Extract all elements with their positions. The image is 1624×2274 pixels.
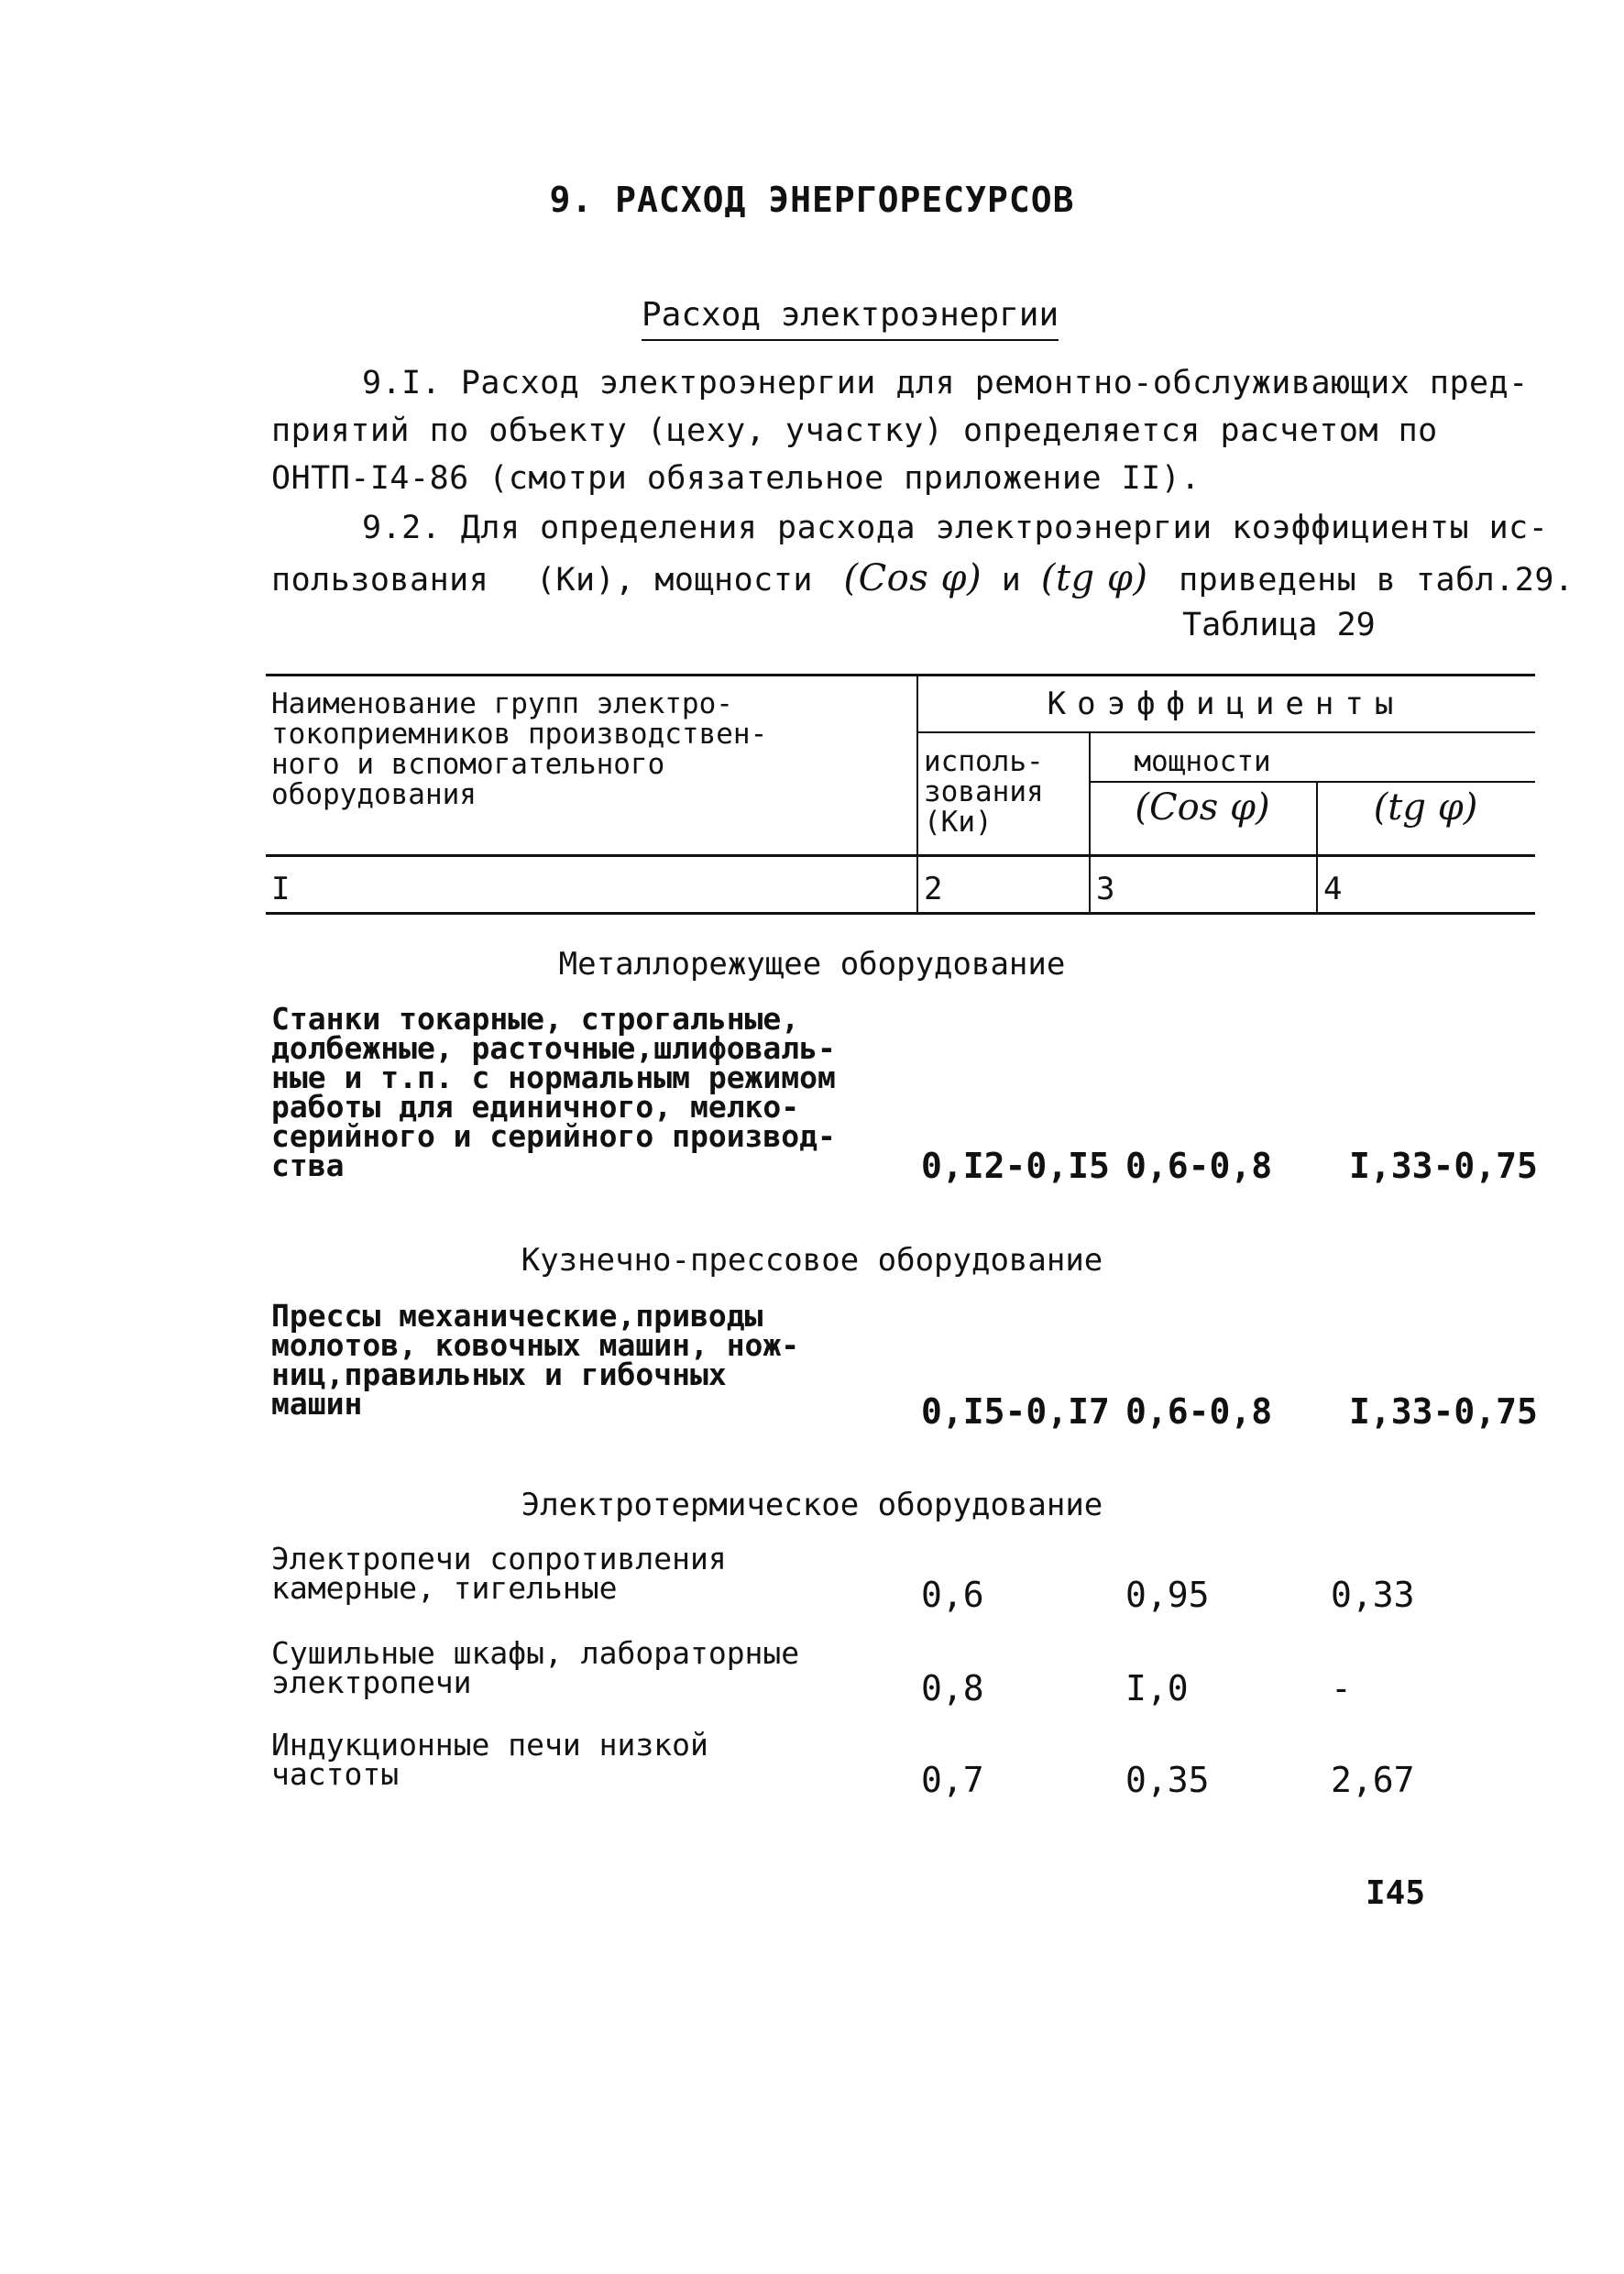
subsection-title: Расход электроэнергии bbox=[642, 296, 1059, 341]
row-presses-ki: 0,I5-0,I7 bbox=[921, 1391, 1110, 1432]
column-number-2: 2 bbox=[924, 871, 943, 907]
paragraph-9-2-line-1: 9.2. Для определения расхода электроэнергии коэффициенты ис- bbox=[362, 510, 1549, 546]
and-word: и bbox=[1001, 562, 1022, 599]
page-number: I45 bbox=[1366, 1874, 1426, 1912]
row-drying-cabinets-name: Сушильные шкафы, лабораторные электропечи bbox=[271, 1635, 800, 1700]
paragraph-9-1-line-3: ОНТП-I4-86 (смотри обязательное приложение II). bbox=[271, 460, 1201, 497]
cos-phi-symbol: (Cos φ) bbox=[843, 557, 982, 599]
row-resistance-furnaces-ki: 0,6 bbox=[921, 1575, 984, 1615]
header-usage: исполь- зования (Ки) bbox=[924, 745, 1044, 839]
paragraph-9-2-line-2 bbox=[271, 557, 1575, 599]
row-presses-name: Прессы механические,приводы молотов, ковочных машин, нож- ниц,правильных и гибочных машин bbox=[271, 1298, 800, 1422]
ki-symbol: (Ки), bbox=[535, 562, 635, 599]
row-induction-furnaces-ki: 0,7 bbox=[921, 1760, 984, 1800]
row-resistance-furnaces-cos: 0,95 bbox=[1125, 1575, 1210, 1615]
row-drying-cabinets-cos: I,0 bbox=[1125, 1668, 1189, 1708]
row-lathes-ki: 0,I2-0,I5 bbox=[921, 1146, 1110, 1186]
row-induction-furnaces-cos: 0,35 bbox=[1125, 1760, 1210, 1800]
header-group-name: Наименование групп электро- токоприемников производствен- ного и вспомогательного оборудования bbox=[271, 687, 768, 811]
row-resistance-furnaces-name: Электропечи сопротивления камерные, тигельные bbox=[271, 1541, 727, 1606]
row-lathes-name: Станки токарные, строгальные, долбежные, расточные,шлифоваль- ные и т.п. с нормальным режимом работы для единичного, мелко- серийного и серийного производ- ства bbox=[271, 1001, 836, 1183]
table-top-rule bbox=[266, 674, 1535, 676]
row-lathes-cos: 0,6-0,8 bbox=[1125, 1146, 1273, 1186]
row-induction-furnaces-tg: 2,67 bbox=[1331, 1760, 1415, 1800]
section-forging-press: Кузнечно-прессовое оборудование bbox=[521, 1242, 1103, 1279]
header-cos-phi: (Cos φ) bbox=[1135, 786, 1270, 829]
coefficients-underline bbox=[916, 731, 1535, 733]
row-resistance-furnaces-tg: 0,33 bbox=[1331, 1575, 1415, 1615]
given-in-table-text: приведены в табл.29. bbox=[1179, 562, 1575, 599]
row-drying-cabinets-ki: 0,8 bbox=[921, 1668, 984, 1708]
tg-phi-symbol: (tg φ) bbox=[1040, 557, 1148, 599]
section-title: 9. РАСХОД ЭНЕРГОРЕСУРСОВ bbox=[549, 180, 1075, 220]
column-number-4: 4 bbox=[1323, 871, 1343, 907]
header-bottom-rule bbox=[266, 854, 1535, 857]
table-caption: Таблица 29 bbox=[1182, 607, 1376, 643]
row-drying-cabinets-tg: - bbox=[1331, 1668, 1352, 1708]
row-presses-cos: 0,6-0,8 bbox=[1125, 1391, 1273, 1432]
column-numbers-bottom-rule bbox=[266, 912, 1535, 915]
row-presses-tg: I,33-0,75 bbox=[1349, 1391, 1538, 1432]
section-electrothermal: Электротермическое оборудование bbox=[521, 1487, 1103, 1523]
paragraph-9-1-line-1: 9.I. Расход электроэнергии для ремонтно-обслуживающих пред- bbox=[362, 365, 1529, 401]
paragraph-9-1-line-2: приятий по объекту (цеху, участку) определяется расчетом по bbox=[271, 412, 1438, 449]
column-number-1: I bbox=[271, 871, 291, 907]
row-lathes-tg: I,33-0,75 bbox=[1349, 1146, 1538, 1186]
row-induction-furnaces-name: Индукционные печи низкой частоты bbox=[271, 1727, 708, 1792]
column-number-3: 3 bbox=[1096, 871, 1115, 907]
power-word: мощности bbox=[654, 562, 813, 599]
usage-word: пользования bbox=[271, 562, 489, 599]
header-power: мощности bbox=[1134, 745, 1271, 778]
header-coefficients: Коэффициенты bbox=[1047, 686, 1405, 722]
header-tg-phi: (tg φ) bbox=[1373, 786, 1478, 829]
power-underline bbox=[1089, 781, 1535, 783]
section-metal-cutting: Металлорежущее оборудование bbox=[558, 946, 1066, 983]
